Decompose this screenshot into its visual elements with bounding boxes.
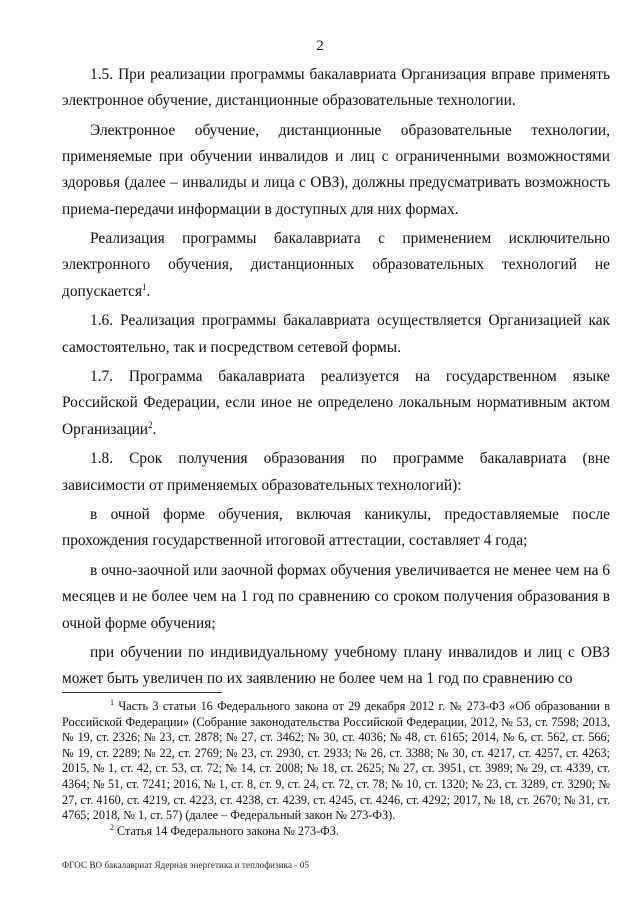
footnote-ref-2: 2: [148, 419, 153, 430]
footnote-2: $^2$ Статья 14 Федерального закона № 273-ФЗ.: [110, 822, 339, 838]
paragraph-individual-plan: при обучении по индивидуальному учебному плану инвалидов и лиц с ОВЗ может быть увеличен по их заявлению не более чем на 1 год по сравнению со: [62, 644, 610, 688]
paragraph-1-7: 1.7. Программа бакалавриата реализуется на государственном языке Российской Федерации, если иное не определено локальным нормативным актом Организации$^2$.: [62, 368, 610, 438]
page-footer: ФГОС ВО бакалавриат Ядерная энергетика и теплофизика - 05: [62, 860, 310, 870]
paragraph-1-8: 1.8. Срок получения образования по программе бакалавриата (вне зависимости от применяемых образовательных технологий):: [62, 450, 610, 494]
paragraph-full-time: в очной форме обучения, включая каникулы, предоставляемые после прохождения государственной итоговой аттестации, составляет 4 года;: [62, 506, 610, 550]
footnote-mark-2: 2: [110, 822, 114, 832]
paragraph-1-5: 1.5. При реализации программы бакалавриата Организация вправе применять электронное обучение, дистанционные образовательные технологии.: [62, 66, 610, 110]
paragraph-1-6: 1.6. Реализация программы бакалавриата осуществляется Организацией как самостоятельно, так и посредством сетевой формы.: [62, 312, 610, 356]
footnote-divider: [62, 692, 222, 693]
footnote-1: $^1$ Часть 3 статьи 16 Федерального закона от 29 декабря 2012 г. № 273-ФЗ «Об образовании в Российской Федерации» (Собрание законодательства Российской Федерации, 2012, № 53, ст. 7598; 2013, № 19, ст. 2326; № 23, ст. 2878; № 27, ст. 3462; № 30, ст. 4036; № 48, ст. 6165; 2014, № 6, ст. 562, ст. 566; № 19, ст. 2289; № 22, ст. 2769; № 23, ст. 2930, ст. 2933; № 26, ст. 3388; № 30, ст. 4217, ст. 4257, ст. 4263; 2015, № 1, ст. 42, ст. 53, ст. 72; № 14, ст. 2008; № 18, ст. 2625; № 27, ст. 3951, ст. 3989; № 29, ст. 4339, ст. 4364; № 51, ст. 7241; 2016, № 1, ст. 8, ст. 9, ст. 24, ст. 72, ст. 78; № 10, ст. 1320; № 23, ст. 3289, ст. 3290; № 27, ст. 4160, ст. 4219, ст. 4223, ст. 4238, ст. 4239, ст. 4245, ст. 4246, ст. 4292; 2017, № 18, ст. 2670; № 31, ст. 4765; 2018, № 1, ст. 57) (далее – Федеральный закон № 273-ФЗ).: [62, 697, 611, 823]
paragraph-electronic-learning: Электронное обучение, дистанционные образовательные технологии, применяемые при обучении инвалидов и лиц с ограниченными возможностями здоровья (далее – инвалиды и лица с ОВЗ), должны предусматривать возможность приема-передачи информации в доступных для них формах.: [62, 121, 610, 218]
paragraph-exclusive-distance: Реализация программы бакалавриата с применением исключительно электронного обучения, дистанционных образовательных технологий не допускается$^1$.: [62, 230, 610, 300]
paragraph-part-time: в очно-заочной или заочной формах обучения увеличивается не менее чем на 6 месяцев и не более чем на 1 год по сравнению со сроком получения образования в очной форме обучения;: [62, 562, 610, 632]
footnote-mark-1: 1: [110, 697, 114, 707]
body-text: [62, 62, 610, 695]
footnote-ref-1: 1: [142, 281, 147, 292]
footnotes: [62, 699, 610, 839]
page-number: 2: [316, 38, 324, 54]
